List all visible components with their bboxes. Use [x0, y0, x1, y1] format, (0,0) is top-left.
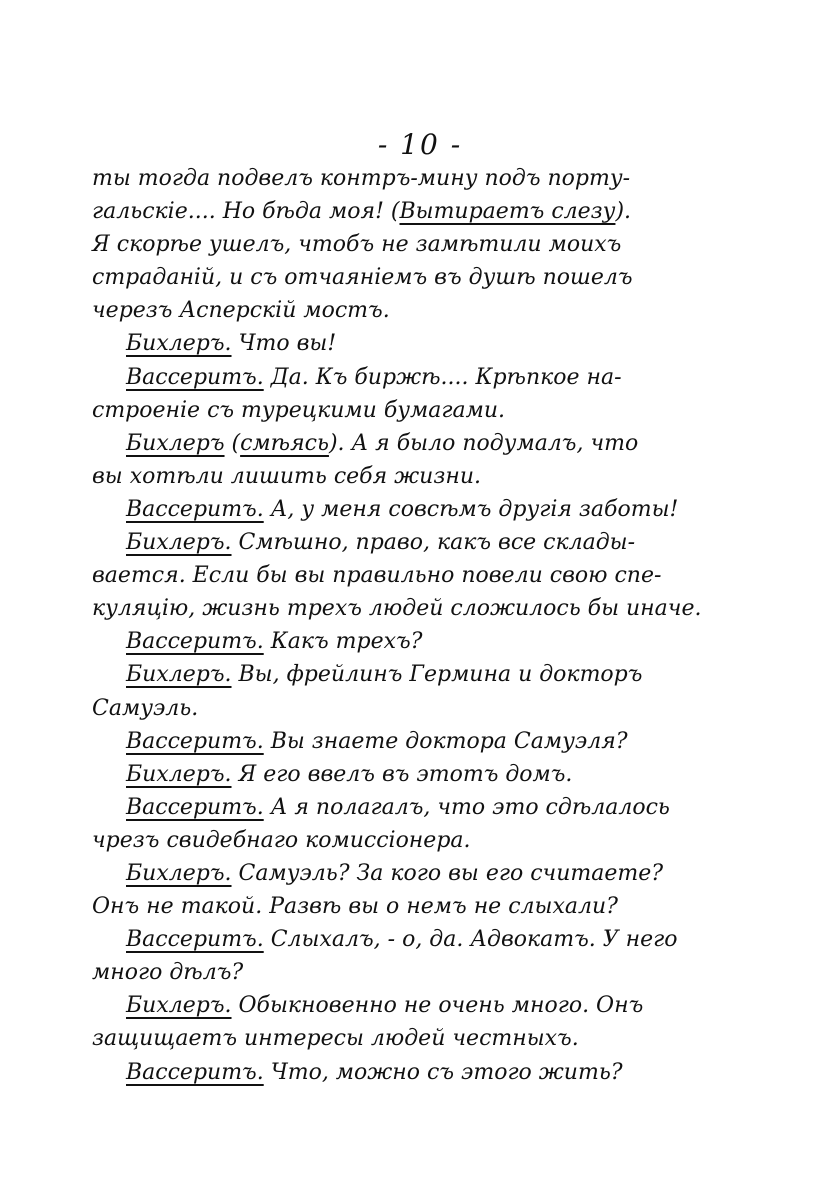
- speaker-name: Бихлеръ.: [126, 530, 232, 556]
- text-line: вается. Если бы вы правильно повели свою спе-: [92, 563, 662, 589]
- stage-direction: Вытираетъ слезу: [399, 199, 616, 225]
- dialogue-line: Вассеритъ. Какъ трехъ?: [126, 629, 423, 655]
- page-number: - 10 -: [377, 128, 463, 161]
- text-line: строеніе съ турецкими бумагами.: [92, 397, 506, 423]
- dialogue-line: Бихлеръ. Самуэль? За кого вы его считаете?: [126, 860, 664, 886]
- dialogue-line: Вассеритъ. Да. Къ биржѣ.... Крѣпкое на-: [126, 364, 622, 390]
- text-line: ты тогда подвелъ контръ-мину подъ порту-: [92, 166, 631, 191]
- speaker-name: Вассеритъ.: [126, 794, 264, 820]
- text-line: Самуэль.: [92, 695, 199, 721]
- speaker-name: Вассеритъ.: [126, 1059, 264, 1085]
- speaker-name: Бихлеръ.: [126, 993, 232, 1019]
- speaker-name: Вассеритъ.: [126, 496, 264, 522]
- dialogue-line: Бихлеръ. Вы, фрейлинъ Гермина и докторъ: [126, 662, 643, 688]
- stage-direction: смѣясь: [240, 430, 329, 456]
- text-line: много дѣлъ?: [92, 960, 244, 986]
- speaker-name: Вассеритъ.: [126, 629, 264, 655]
- text-line: вы хотѣли лишить себя жизни.: [92, 463, 481, 489]
- dialogue-line: Бихлеръ (смѣясь). А я было подумалъ, что: [126, 430, 639, 456]
- speaker-name: Бихлеръ.: [126, 860, 232, 886]
- text-line: защищаетъ интересы людей честныхъ.: [92, 1026, 579, 1052]
- text-line: Онъ не такой. Развѣ вы о немъ не слыхали?: [92, 894, 618, 920]
- dialogue-line: Бихлеръ. Обыкновенно не очень много. Онъ: [126, 993, 644, 1019]
- text-line: чрезъ свидебнаго комиссіонера.: [92, 827, 471, 853]
- speaker-name: Вассеритъ.: [126, 927, 264, 953]
- dialogue-line: Вассеритъ. Вы знаете доктора Самуэля?: [126, 728, 628, 754]
- speaker-name: Бихлеръ.: [126, 331, 232, 357]
- dialogue-line: Вассеритъ. Слыхалъ, - о, да. Адвокатъ. У него: [126, 927, 678, 953]
- dialogue-line: Вассеритъ. Что, можно съ этого жить?: [126, 1059, 623, 1085]
- speaker-name: Вассеритъ.: [126, 728, 264, 754]
- dialogue-line: Вассеритъ. А, у меня совсѣмъ другія заботы!: [126, 496, 679, 522]
- dialogue-line: Бихлеръ. Смѣшно, право, какъ все склады-: [126, 530, 636, 556]
- speaker-name: Бихлеръ.: [126, 761, 232, 787]
- speaker-name: Вассеритъ.: [126, 364, 264, 390]
- text-line: Я скорѣе ушелъ, чтобъ не замѣтили моихъ: [92, 232, 622, 258]
- text-line: куляцію, жизнь трехъ людей сложилось бы иначе.: [92, 596, 702, 622]
- dialogue-line: Вассеритъ. А я полагалъ, что это сдѣлалось: [126, 794, 670, 820]
- manuscript-text: [92, 162, 722, 1089]
- text-line: гальскіе.... Но бѣда моя! (Вытираетъ слезу).: [92, 199, 632, 225]
- dialogue-line: Бихлеръ. Что вы!: [126, 331, 337, 357]
- dialogue-line: Бихлеръ. Я его ввелъ въ этотъ домъ.: [126, 761, 573, 787]
- text-line: страданій, и съ отчаяніемъ въ душѣ пошелъ: [92, 265, 633, 291]
- speaker-name: Бихлеръ.: [126, 662, 232, 688]
- speaker-name: Бихлеръ: [126, 430, 225, 456]
- text-line: черезъ Асперскій мостъ.: [92, 298, 390, 324]
